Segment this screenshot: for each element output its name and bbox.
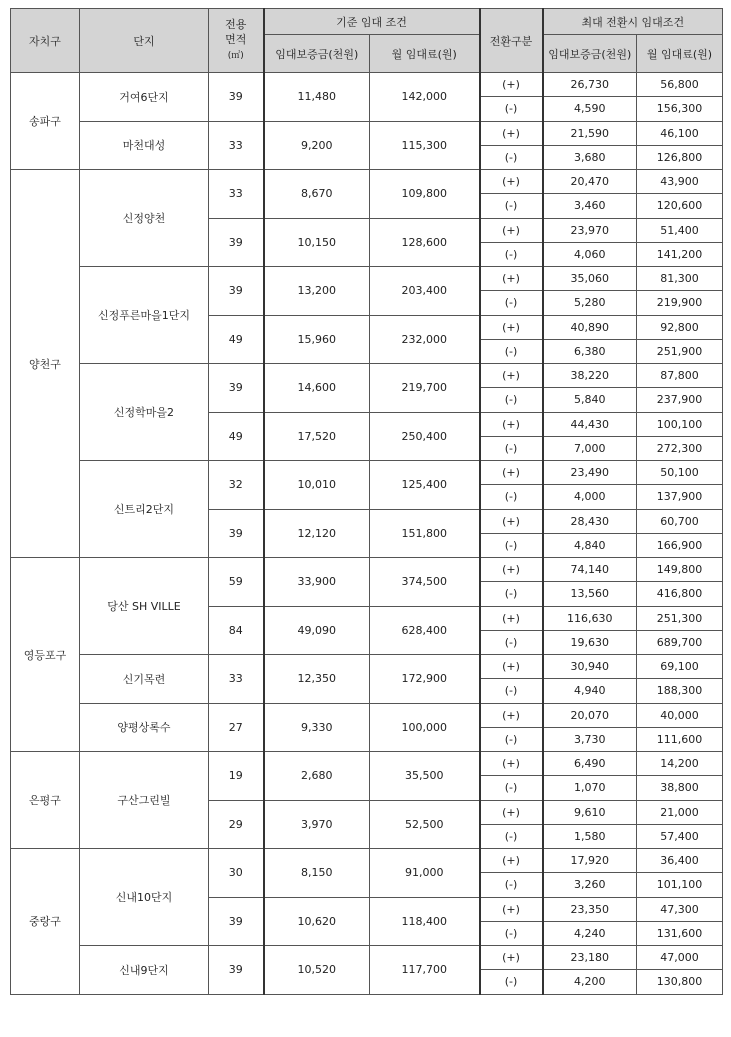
- max-deposit-plus-cell: 20,070: [543, 703, 637, 727]
- max-deposit-plus-cell: 74,140: [543, 558, 637, 582]
- max-rent-plus-cell: 14,200: [637, 752, 723, 776]
- base-deposit-cell: 33,900: [264, 558, 370, 607]
- max-rent-plus-cell: 40,000: [637, 703, 723, 727]
- max-rent-minus-cell: 272,300: [637, 436, 723, 460]
- area-cell: 39: [209, 218, 264, 267]
- conversion-plus-cell: (+): [480, 703, 543, 727]
- base-rent-cell: 100,000: [370, 703, 480, 752]
- area-cell: 19: [209, 752, 264, 801]
- complex-cell: 신트리2단지: [80, 461, 209, 558]
- max-rent-plus-cell: 251,300: [637, 606, 723, 630]
- base-rent-cell: 628,400: [370, 606, 480, 655]
- conversion-plus-cell: (+): [480, 412, 543, 436]
- max-deposit-minus-cell: 4,590: [543, 97, 637, 121]
- base-deposit-cell: 49,090: [264, 606, 370, 655]
- max-rent-minus-cell: 120,600: [637, 194, 723, 218]
- conversion-minus-cell: (-): [480, 824, 543, 848]
- max-rent-minus-cell: 57,400: [637, 824, 723, 848]
- base-deposit-cell: 13,200: [264, 267, 370, 316]
- max-rent-plus-cell: 56,800: [637, 73, 723, 97]
- conversion-minus-cell: (-): [480, 727, 543, 751]
- max-deposit-minus-cell: 13,560: [543, 582, 637, 606]
- max-deposit-minus-cell: 6,380: [543, 339, 637, 363]
- complex-cell: 신기목련: [80, 655, 209, 704]
- area-cell: 39: [209, 509, 264, 558]
- rental-conditions-table: [10, 8, 723, 995]
- max-rent-plus-cell: 149,800: [637, 558, 723, 582]
- max-deposit-plus-cell: 17,920: [543, 849, 637, 873]
- complex-cell: 마천대성: [80, 121, 209, 170]
- conversion-plus-cell: (+): [480, 655, 543, 679]
- base-deposit-cell: 8,670: [264, 170, 370, 219]
- table-body: [11, 73, 723, 995]
- max-deposit-plus-cell: 40,890: [543, 315, 637, 339]
- area-cell: 59: [209, 558, 264, 607]
- base-rent-cell: 117,700: [370, 946, 480, 995]
- base-deposit-cell: 11,480: [264, 73, 370, 122]
- table-row: [11, 946, 723, 970]
- base-deposit-cell: 10,010: [264, 461, 370, 510]
- complex-cell: 신정양천: [80, 170, 209, 267]
- base-rent-cell: 172,900: [370, 655, 480, 704]
- conversion-minus-cell: (-): [480, 242, 543, 266]
- area-cell: 29: [209, 800, 264, 849]
- base-rent-cell: 115,300: [370, 121, 480, 170]
- complex-cell: 당산 SH VILLE: [80, 558, 209, 655]
- max-deposit-minus-cell: 1,580: [543, 824, 637, 848]
- base-deposit-cell: 9,200: [264, 121, 370, 170]
- max-deposit-plus-cell: 23,350: [543, 897, 637, 921]
- conversion-minus-cell: (-): [480, 485, 543, 509]
- conversion-plus-cell: (+): [480, 946, 543, 970]
- max-rent-minus-cell: 111,600: [637, 727, 723, 751]
- header-base-rent: 월 임대료(원): [370, 35, 480, 73]
- base-deposit-cell: 17,520: [264, 412, 370, 461]
- base-rent-cell: 142,000: [370, 73, 480, 122]
- area-cell: 49: [209, 412, 264, 461]
- base-deposit-cell: 10,620: [264, 897, 370, 946]
- max-deposit-minus-cell: 4,060: [543, 242, 637, 266]
- max-rent-plus-cell: 21,000: [637, 800, 723, 824]
- header-complex: 단지: [80, 9, 209, 73]
- header-district: 자치구: [11, 9, 80, 73]
- area-cell: 39: [209, 267, 264, 316]
- max-deposit-minus-cell: 5,280: [543, 291, 637, 315]
- base-rent-cell: 203,400: [370, 267, 480, 316]
- complex-cell: 양평상록수: [80, 703, 209, 752]
- max-deposit-minus-cell: 4,840: [543, 533, 637, 557]
- conversion-plus-cell: (+): [480, 218, 543, 242]
- max-rent-plus-cell: 50,100: [637, 461, 723, 485]
- max-deposit-minus-cell: 4,000: [543, 485, 637, 509]
- max-deposit-plus-cell: 23,180: [543, 946, 637, 970]
- conversion-plus-cell: (+): [480, 267, 543, 291]
- max-rent-minus-cell: 251,900: [637, 339, 723, 363]
- conversion-minus-cell: (-): [480, 97, 543, 121]
- max-rent-minus-cell: 126,800: [637, 145, 723, 169]
- base-deposit-cell: 14,600: [264, 364, 370, 413]
- base-rent-cell: 125,400: [370, 461, 480, 510]
- max-rent-plus-cell: 47,000: [637, 946, 723, 970]
- table-row: [11, 121, 723, 145]
- max-rent-minus-cell: 130,800: [637, 970, 723, 994]
- max-rent-minus-cell: 689,700: [637, 630, 723, 654]
- max-rent-plus-cell: 60,700: [637, 509, 723, 533]
- max-rent-minus-cell: 131,600: [637, 921, 723, 945]
- table-row: [11, 752, 723, 776]
- max-rent-minus-cell: 166,900: [637, 533, 723, 557]
- max-deposit-minus-cell: 4,940: [543, 679, 637, 703]
- district-cell: 영등포구: [11, 558, 80, 752]
- max-rent-plus-cell: 36,400: [637, 849, 723, 873]
- complex-cell: 신정푸른마을1단지: [80, 267, 209, 364]
- max-deposit-minus-cell: 19,630: [543, 630, 637, 654]
- header-max-group: 최대 전환시 임대조건: [543, 9, 723, 35]
- conversion-minus-cell: (-): [480, 291, 543, 315]
- complex-cell: 구산그린빌: [80, 752, 209, 849]
- complex-cell: 신내10단지: [80, 849, 209, 946]
- area-cell: 84: [209, 606, 264, 655]
- max-rent-minus-cell: 38,800: [637, 776, 723, 800]
- max-rent-plus-cell: 100,100: [637, 412, 723, 436]
- max-rent-plus-cell: 43,900: [637, 170, 723, 194]
- header-base-group: 기준 임대 조건: [264, 9, 480, 35]
- max-deposit-plus-cell: 30,940: [543, 655, 637, 679]
- conversion-plus-cell: (+): [480, 897, 543, 921]
- base-rent-cell: 52,500: [370, 800, 480, 849]
- max-rent-minus-cell: 219,900: [637, 291, 723, 315]
- base-deposit-cell: 10,520: [264, 946, 370, 995]
- conversion-minus-cell: (-): [480, 533, 543, 557]
- base-rent-cell: 91,000: [370, 849, 480, 898]
- header-conversion: 전환구분: [480, 9, 543, 73]
- max-deposit-minus-cell: 4,200: [543, 970, 637, 994]
- conversion-minus-cell: (-): [480, 339, 543, 363]
- conversion-plus-cell: (+): [480, 849, 543, 873]
- base-rent-cell: 118,400: [370, 897, 480, 946]
- max-deposit-plus-cell: 20,470: [543, 170, 637, 194]
- base-deposit-cell: 10,150: [264, 218, 370, 267]
- table-row: [11, 558, 723, 582]
- base-deposit-cell: 12,120: [264, 509, 370, 558]
- max-rent-plus-cell: 47,300: [637, 897, 723, 921]
- area-cell: 49: [209, 315, 264, 364]
- max-rent-minus-cell: 237,900: [637, 388, 723, 412]
- header-area: [209, 9, 264, 73]
- max-rent-minus-cell: 156,300: [637, 97, 723, 121]
- max-rent-minus-cell: 188,300: [637, 679, 723, 703]
- area-cell: 33: [209, 121, 264, 170]
- max-rent-plus-cell: 87,800: [637, 364, 723, 388]
- base-deposit-cell: 12,350: [264, 655, 370, 704]
- complex-cell: 거여6단지: [80, 73, 209, 122]
- conversion-minus-cell: (-): [480, 630, 543, 654]
- conversion-minus-cell: (-): [480, 776, 543, 800]
- area-cell: 39: [209, 73, 264, 122]
- max-rent-plus-cell: 46,100: [637, 121, 723, 145]
- conversion-minus-cell: (-): [480, 388, 543, 412]
- conversion-plus-cell: (+): [480, 509, 543, 533]
- max-deposit-minus-cell: 3,260: [543, 873, 637, 897]
- max-deposit-plus-cell: 116,630: [543, 606, 637, 630]
- conversion-minus-cell: (-): [480, 194, 543, 218]
- table-row: [11, 73, 723, 97]
- max-deposit-plus-cell: 23,490: [543, 461, 637, 485]
- base-deposit-cell: 2,680: [264, 752, 370, 801]
- max-rent-plus-cell: 69,100: [637, 655, 723, 679]
- area-cell: 39: [209, 946, 264, 995]
- base-deposit-cell: 3,970: [264, 800, 370, 849]
- max-deposit-plus-cell: 26,730: [543, 73, 637, 97]
- district-cell: 중랑구: [11, 849, 80, 995]
- conversion-minus-cell: (-): [480, 145, 543, 169]
- conversion-plus-cell: (+): [480, 364, 543, 388]
- max-deposit-minus-cell: 3,460: [543, 194, 637, 218]
- conversion-plus-cell: (+): [480, 315, 543, 339]
- base-rent-cell: 219,700: [370, 364, 480, 413]
- conversion-plus-cell: (+): [480, 558, 543, 582]
- max-deposit-plus-cell: 28,430: [543, 509, 637, 533]
- base-rent-cell: 250,400: [370, 412, 480, 461]
- area-cell: 27: [209, 703, 264, 752]
- table-row: [11, 703, 723, 727]
- area-cell: 30: [209, 849, 264, 898]
- max-deposit-minus-cell: 3,680: [543, 145, 637, 169]
- district-cell: 은평구: [11, 752, 80, 849]
- max-rent-plus-cell: 81,300: [637, 267, 723, 291]
- header-max-rent: 월 임대료(원): [637, 35, 723, 73]
- max-rent-minus-cell: 101,100: [637, 873, 723, 897]
- header-area-line1: 전용: [225, 18, 247, 31]
- conversion-minus-cell: (-): [480, 679, 543, 703]
- base-deposit-cell: 9,330: [264, 703, 370, 752]
- max-deposit-minus-cell: 5,840: [543, 388, 637, 412]
- max-deposit-plus-cell: 6,490: [543, 752, 637, 776]
- header-max-deposit: 임대보증금(천원): [543, 35, 637, 73]
- max-rent-plus-cell: 51,400: [637, 218, 723, 242]
- table-row: [11, 849, 723, 873]
- base-deposit-cell: 15,960: [264, 315, 370, 364]
- conversion-plus-cell: (+): [480, 752, 543, 776]
- area-cell: 39: [209, 364, 264, 413]
- base-rent-cell: 232,000: [370, 315, 480, 364]
- complex-cell: 신정학마을2: [80, 364, 209, 461]
- base-rent-cell: 109,800: [370, 170, 480, 219]
- conversion-minus-cell: (-): [480, 921, 543, 945]
- conversion-minus-cell: (-): [480, 582, 543, 606]
- area-cell: 32: [209, 461, 264, 510]
- area-cell: 33: [209, 170, 264, 219]
- max-deposit-plus-cell: 23,970: [543, 218, 637, 242]
- base-deposit-cell: 8,150: [264, 849, 370, 898]
- area-cell: 39: [209, 897, 264, 946]
- max-rent-minus-cell: 141,200: [637, 242, 723, 266]
- table-row: [11, 461, 723, 485]
- conversion-plus-cell: (+): [480, 121, 543, 145]
- max-deposit-plus-cell: 9,610: [543, 800, 637, 824]
- base-rent-cell: 151,800: [370, 509, 480, 558]
- conversion-minus-cell: (-): [480, 436, 543, 460]
- max-deposit-minus-cell: 4,240: [543, 921, 637, 945]
- base-rent-cell: 374,500: [370, 558, 480, 607]
- conversion-minus-cell: (-): [480, 873, 543, 897]
- table-row: [11, 364, 723, 388]
- max-deposit-minus-cell: 7,000: [543, 436, 637, 460]
- area-cell: 33: [209, 655, 264, 704]
- district-cell: 송파구: [11, 73, 80, 170]
- max-rent-minus-cell: 137,900: [637, 485, 723, 509]
- conversion-minus-cell: (-): [480, 970, 543, 994]
- max-rent-minus-cell: 416,800: [637, 582, 723, 606]
- conversion-plus-cell: (+): [480, 73, 543, 97]
- header-area-line2: 면적: [225, 33, 247, 46]
- conversion-plus-cell: (+): [480, 606, 543, 630]
- max-deposit-minus-cell: 1,070: [543, 776, 637, 800]
- max-deposit-plus-cell: 44,430: [543, 412, 637, 436]
- table-row: [11, 267, 723, 291]
- conversion-plus-cell: (+): [480, 461, 543, 485]
- max-deposit-plus-cell: 21,590: [543, 121, 637, 145]
- header-base-deposit: 임대보증금(천원): [264, 35, 370, 73]
- max-deposit-minus-cell: 3,730: [543, 727, 637, 751]
- max-rent-plus-cell: 92,800: [637, 315, 723, 339]
- table-row: [11, 655, 723, 679]
- conversion-plus-cell: (+): [480, 170, 543, 194]
- complex-cell: 신내9단지: [80, 946, 209, 995]
- header-area-unit: (㎡): [227, 51, 244, 61]
- base-rent-cell: 128,600: [370, 218, 480, 267]
- max-deposit-plus-cell: 35,060: [543, 267, 637, 291]
- table-row: [11, 170, 723, 194]
- base-rent-cell: 35,500: [370, 752, 480, 801]
- conversion-plus-cell: (+): [480, 800, 543, 824]
- district-cell: 양천구: [11, 170, 80, 558]
- max-deposit-plus-cell: 38,220: [543, 364, 637, 388]
